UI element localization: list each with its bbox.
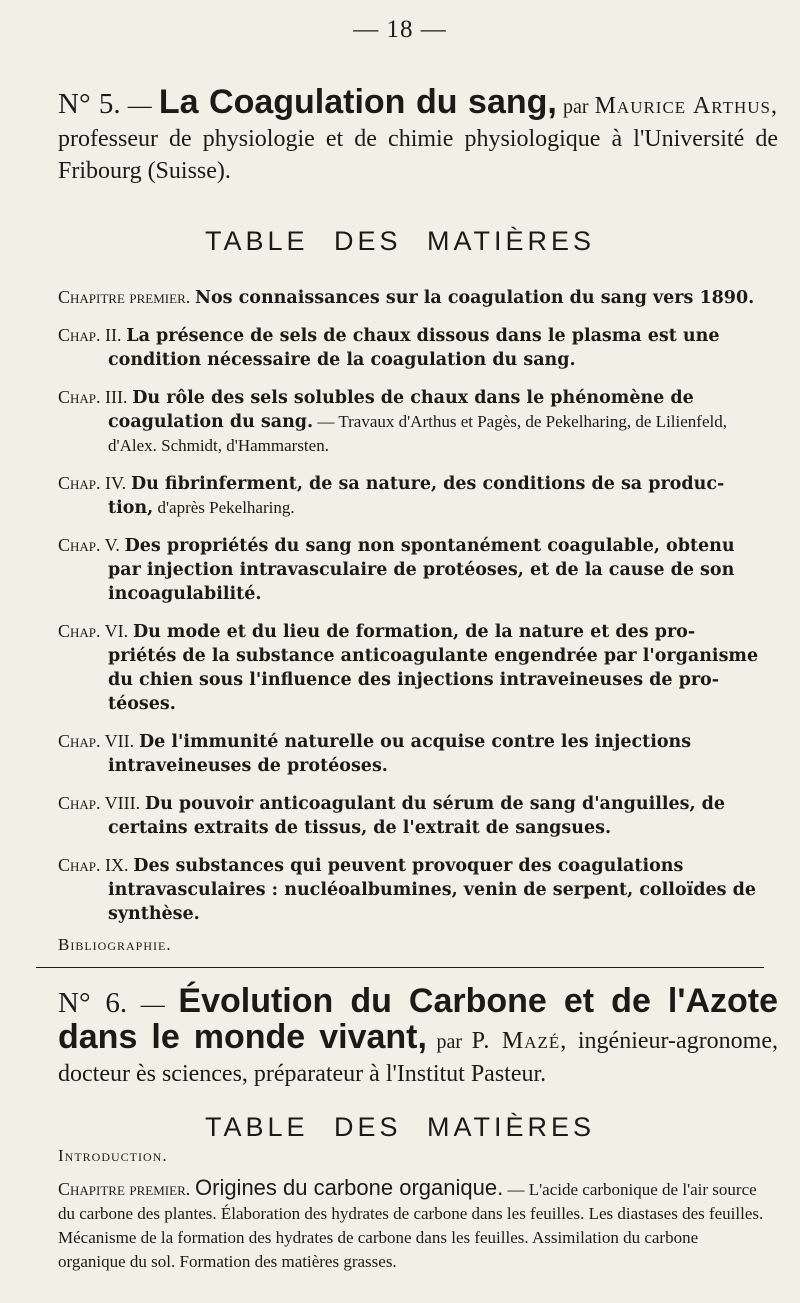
entry-6-author: P. Mazé, (471, 1028, 568, 1054)
chapter-label: Chap. VII. (58, 731, 135, 751)
chapter-label: Chap. V. (58, 535, 120, 555)
toc1-chapter-9 (58, 853, 770, 926)
chapter-label: Chap. VIII. (58, 793, 141, 813)
entry-6-heading (58, 982, 778, 1090)
chapter-title: Des substances qui peuvent provoquer des coagulations (133, 856, 684, 876)
toc1-chapter-8 (58, 791, 770, 840)
chapter-title: Nos connaissances sur la coagulation du sang vers 1890. (195, 288, 755, 308)
entry-5-by: par (556, 96, 595, 118)
chapter-title: De l'immunité naturelle ou acquise contre les injections (138, 732, 692, 752)
chapter-note: — Travaux d'Arthus et Pagès, de Pekelharing, de Lilienfeld, d'Alex. Schmidt, d'Hammarsten. (108, 412, 727, 455)
page-number: — 18 — (353, 16, 447, 43)
entry-5-title: La Coagulation du sang, (158, 83, 557, 121)
chapter-title: Des propriétés du sang non spontanément coagulable, obtenu (124, 536, 735, 556)
chapter-label: Chap. III. (58, 387, 128, 407)
entry-6-affiliation: ingénieur-agronome, docteur ès sciences, préparateur à l'Institut Pasteur. (58, 1028, 778, 1087)
chapter-title-cont: intraveineuses de protéoses. (108, 756, 388, 776)
toc1-chapter-5 (58, 533, 770, 606)
chapter-label: Chapitre premier. (58, 287, 191, 307)
chapter-title: Du pouvoir anticoagulant du sérum de sang d'anguilles, de (144, 794, 726, 814)
toc1-chapter-7 (58, 729, 770, 778)
chapter-label: Chap. II. (58, 325, 122, 345)
toc1-chapter-4 (58, 471, 770, 520)
chapter-title-cont: tion, (108, 498, 154, 518)
chapter-label: Chap. VI. (58, 621, 129, 641)
chapter-title-cont: coagulation du sang. (108, 412, 314, 432)
toc1-chapter-3 (58, 385, 770, 458)
entry-5-dash: — (120, 93, 159, 119)
toc1-chapter-1 (58, 285, 770, 310)
chapter-title-cont: intravasculaires : nucléoalbumines, venin de serpent, colloïdes de synthèse. (108, 880, 756, 924)
chapter-title: Origines du carbone organique. (195, 1175, 504, 1200)
toc1-chapter-2 (58, 323, 770, 372)
chapter-label: Chap. IX. (58, 855, 129, 875)
chapter-label: Chapitre premier. (58, 1179, 191, 1199)
entry-6-number: N° 6. (58, 987, 128, 1019)
chapter-title: Du rôle des sels solubles de chaux dans le phénomène de (132, 388, 694, 408)
toc1-chapter-6 (58, 619, 770, 716)
chapter-title-cont: condition nécessaire de la coagulation du sang. (108, 350, 576, 370)
chapter-label: Chap. IV. (58, 473, 127, 493)
entry-6-by: par (426, 1031, 472, 1053)
chapter-title-cont: priétés de la substance anticoagulante engendrée par l'organisme du chien sous l'influence des injections intraveineuses de pro- téoses. (108, 646, 759, 714)
chapter-title: La présence de sels de chaux dissous dans le plasma est une (126, 326, 720, 346)
chapter-title: Du mode et du lieu de formation, de la nature et des pro- (132, 622, 696, 642)
entry-5-author: Maurice Arthus, (594, 93, 778, 119)
entry-6-dash: — (127, 992, 179, 1018)
introduction-label: Introduction. (58, 1146, 168, 1165)
toc2-chapter-1 (58, 1176, 770, 1274)
chapter-title-cont: par injection intravasculaire de protéoses, et de la cause de son incoagulabilité. (108, 560, 735, 604)
chapter-title: Du fibrinferment, de sa nature, des conditions de sa produc- (130, 474, 725, 494)
chapter-summary: — L'acide carbonique de l'air source du carbone des plantes. Élaboration des hydrates de carbone dans les feuilles. Les diastases des feuilles. Mécanisme de la formation des hydrates de carbone dans les feuilles. Assimilation du carbone organique du sol. Formation des matières grasses. (58, 1180, 764, 1271)
chapter-title-cont: certains extraits de tissus, de l'extrait de sangsues. (108, 818, 612, 838)
entry-5-affiliation: professeur de physiologie et de chimie physiologique à l'Université de Fribourg (Suisse). (58, 126, 778, 184)
bibliography-label: Bibliographie. (58, 935, 172, 954)
entry-5-heading (58, 83, 778, 187)
toc-heading-2: TABLE DES MATIÈRES (204, 1112, 596, 1142)
section-divider (36, 967, 764, 968)
entry-6-title: Évolution du Carbone et de l'Azote dans le monde vivant, (58, 982, 778, 1056)
toc-heading-1: TABLE DES MATIÈRES (204, 226, 596, 256)
chapter-note: d'après Pekelharing. (153, 498, 295, 517)
entry-5-number: N° 5. (58, 88, 121, 120)
